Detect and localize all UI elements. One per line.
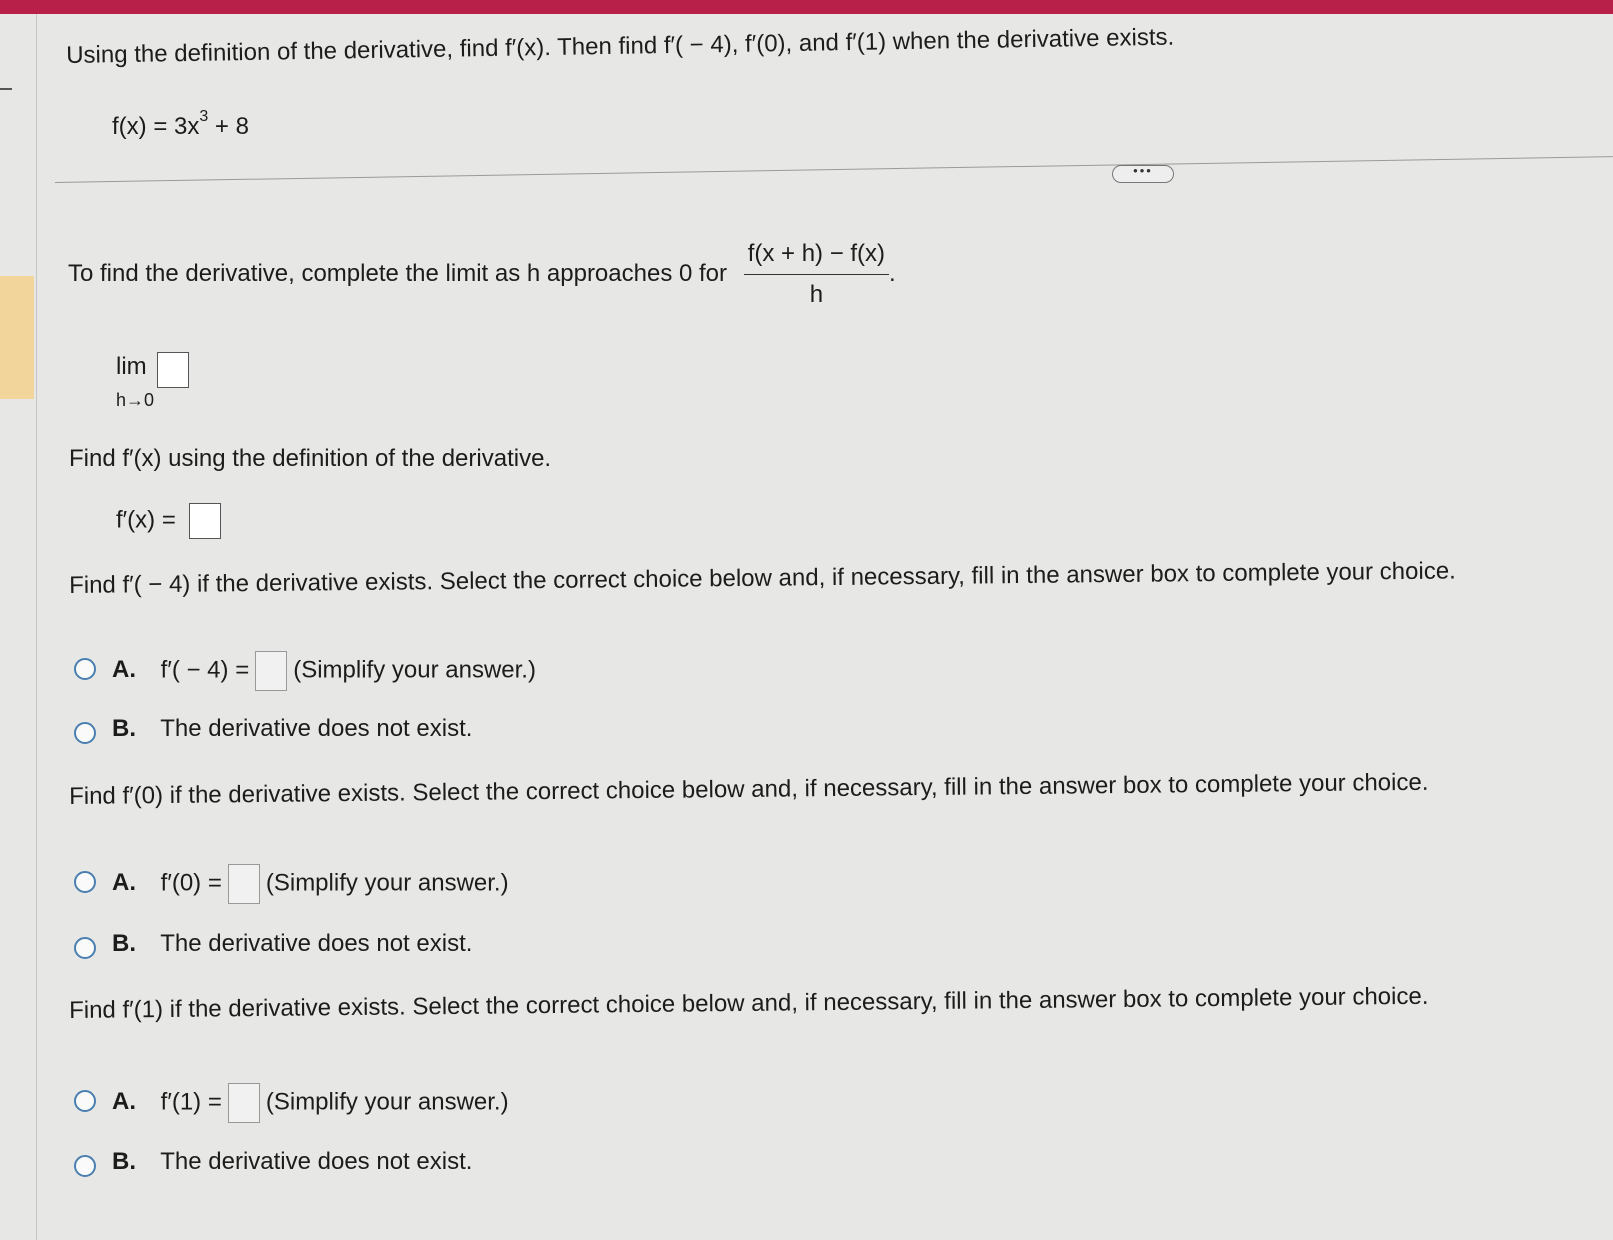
choice-a-radio[interactable] — [74, 658, 96, 680]
function-definition — [112, 108, 249, 141]
choice-a-row — [112, 1083, 509, 1123]
show-more-button[interactable]: ••• — [1112, 165, 1174, 183]
left-margin-line — [36, 14, 37, 1240]
choice-b-text: The derivative does not exist. — [160, 715, 473, 742]
derivative-label: f′(x) = — [116, 506, 176, 534]
choice-b-text: The derivative does not exist. — [160, 930, 473, 957]
choice-a-letter: A. — [112, 869, 136, 897]
choice-a-row — [112, 651, 536, 691]
choice-b-row — [112, 715, 472, 743]
top-accent-bar — [0, 0, 1613, 14]
limit-step-text: To find the derivative, complete the limit as h approaches 0 for — [68, 259, 728, 287]
choice-b-letter: B. — [112, 1148, 136, 1175]
derivative-step-text: Find f′(x) using the definition of the derivative. — [69, 445, 552, 472]
function-exponent: 3 — [199, 108, 209, 125]
choice-a-radio[interactable] — [74, 871, 96, 893]
difference-quotient-denominator: h — [809, 281, 824, 308]
choice-a-answer-box[interactable] — [228, 1083, 260, 1123]
choice-a-hint: (Simplify your answer.) — [293, 656, 536, 684]
choice-b-letter: B. — [112, 930, 136, 957]
limit-subscript: h→0 — [116, 390, 155, 410]
choice-b-radio[interactable] — [74, 722, 96, 744]
choice-a-row — [112, 864, 509, 904]
function-lhs: f(x) = 3x — [112, 113, 200, 140]
limit-step: To find the derivative, complete the limit as h approaches 0 for $\frac{f(x + h) - f(x)}{h}$ . — [68, 240, 896, 308]
derivative-answer-box[interactable] — [189, 503, 221, 539]
choice-a-label: f′(0) = — [160, 869, 222, 897]
choice-a-letter: A. — [112, 656, 136, 684]
choice-b-row — [112, 1148, 472, 1176]
choice-b-letter: B. — [112, 715, 136, 742]
choice-a-label: f′( − 4) = — [160, 656, 250, 684]
choice-b-text: The derivative does not exist. — [160, 1148, 473, 1175]
function-rhs: + 8 — [208, 113, 249, 140]
left-margin-mark — [0, 88, 12, 90]
left-highlight-band — [0, 276, 34, 399]
choice-b-radio[interactable] — [74, 937, 96, 959]
choice-a-hint: (Simplify your answer.) — [265, 869, 509, 897]
choice-a-answer-box[interactable] — [255, 651, 287, 691]
choice-b-row — [112, 930, 472, 958]
choice-a-hint: (Simplify your answer.) — [265, 1088, 509, 1116]
choice-b-radio[interactable] — [74, 1155, 96, 1177]
limit-answer-box[interactable] — [157, 352, 189, 388]
difference-quotient — [744, 240, 889, 309]
question-prompt: Using the definition of the derivative, find f′(x). Then find f′( − 4), f′(0), and f′(1) when the derivative exists. — [66, 23, 1175, 69]
choice-a-letter: A. — [112, 1088, 136, 1116]
limit-expression — [116, 352, 189, 410]
choice-a-radio[interactable] — [74, 1090, 96, 1112]
limit-word: lim — [116, 353, 147, 381]
choice-a-answer-box[interactable] — [228, 864, 260, 904]
part-prompt: Find f′(1) if the derivative exists. Select the correct choice below and, if necessary, fill in the answer box to complete your choice. — [69, 982, 1429, 1024]
choice-a-label: f′(1) = — [160, 1088, 222, 1116]
part-prompt: Find f′( − 4) if the derivative exists. Select the correct choice below and, if necessary, fill in the answer box to complete your choice. — [69, 557, 1456, 599]
question-divider — [55, 156, 1613, 183]
derivative-answer-row — [116, 503, 221, 539]
part-prompt: Find f′(0) if the derivative exists. Select the correct choice below and, if necessary, fill in the answer box to complete your choice. — [69, 768, 1429, 810]
difference-quotient-numerator: f(x + h) − f(x) — [744, 240, 889, 275]
